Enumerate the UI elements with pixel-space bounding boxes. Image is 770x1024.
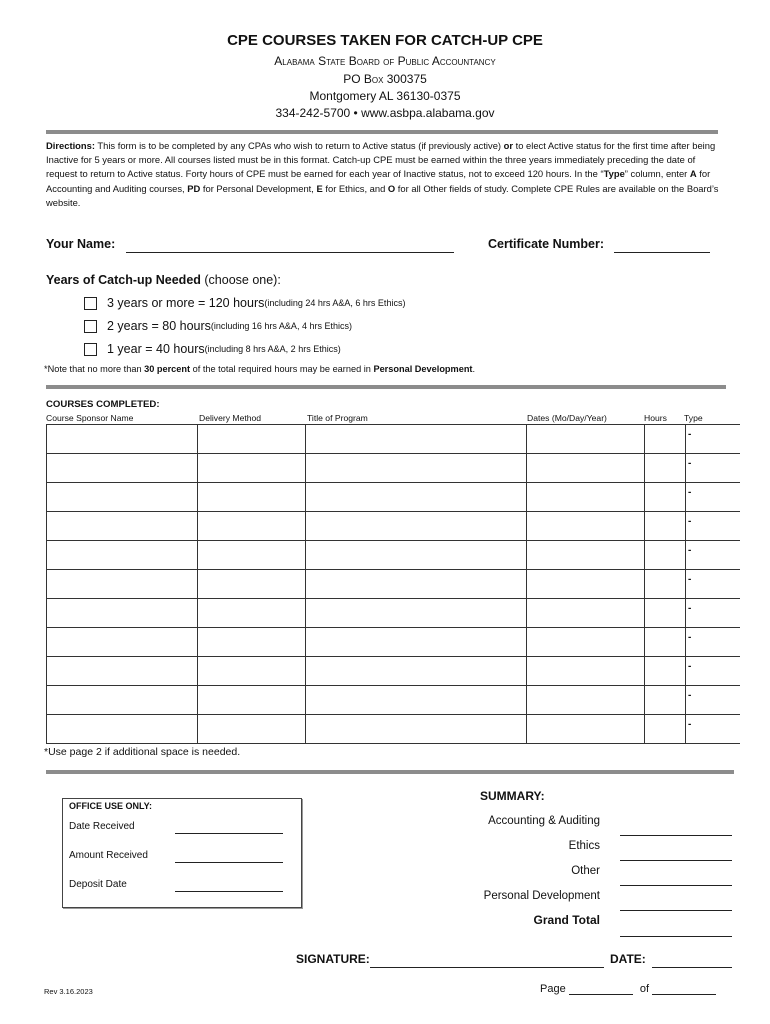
summary-pd-label: Personal Development	[483, 890, 600, 902]
summary-other-label: Other	[571, 865, 600, 877]
deposit-date-line[interactable]	[175, 891, 283, 892]
table-cell[interactable]	[306, 425, 527, 454]
option-text: 3 years or more = 120 hours	[107, 296, 265, 310]
table-cell[interactable]	[527, 425, 645, 454]
date-received-label: Date Received	[69, 821, 135, 832]
type-marker: -	[688, 690, 692, 701]
table-cell[interactable]	[306, 454, 527, 483]
table-cell[interactable]	[198, 657, 306, 686]
option-detail: (including 24 hrs A&A, 6 hrs Ethics)	[264, 298, 406, 308]
table-cell[interactable]	[198, 512, 306, 541]
summary-pd-line[interactable]	[620, 910, 732, 911]
col-hours: Hours	[644, 413, 667, 423]
additional-space-note: *Use page 2 if additional space is needed.	[44, 746, 241, 758]
table-cell[interactable]	[47, 628, 198, 657]
note-text: of the total required hours may be earned in	[190, 364, 374, 374]
date-received-line[interactable]	[175, 833, 283, 834]
option-text: 2 years = 80 hours	[107, 319, 211, 333]
courses-heading: COURSES COMPLETED:	[46, 399, 160, 410]
table-cell[interactable]	[527, 715, 645, 744]
table-cell[interactable]	[47, 454, 198, 483]
directions-text: for Accounting and Auditing courses,	[46, 168, 711, 194]
directions-e: E	[316, 182, 323, 194]
table-cell[interactable]	[645, 512, 686, 541]
table-cell[interactable]	[198, 541, 306, 570]
table-cell[interactable]	[645, 425, 686, 454]
table-row	[47, 483, 741, 512]
table-cell[interactable]	[47, 425, 198, 454]
type-marker: -	[688, 487, 692, 498]
po-box: PO Box 300375	[343, 72, 427, 86]
col-title: Title of Program	[307, 413, 368, 423]
date-label: DATE:	[610, 952, 646, 966]
directions-type: Type	[603, 168, 625, 180]
table-cell[interactable]	[198, 425, 306, 454]
table-cell[interactable]	[645, 483, 686, 512]
pd-note	[44, 364, 475, 374]
type-cell[interactable]	[686, 657, 741, 686]
summary-ethics-line[interactable]	[620, 860, 732, 861]
table-row	[47, 454, 741, 483]
table-row	[47, 570, 741, 599]
table-cell[interactable]	[47, 483, 198, 512]
name-input-line[interactable]	[126, 240, 454, 253]
table-cell[interactable]	[47, 599, 198, 628]
table-cell[interactable]	[47, 686, 198, 715]
directions-label: Directions:	[46, 140, 95, 151]
office-use-title: OFFICE USE ONLY:	[69, 801, 153, 811]
grand-total-label: Grand Total	[533, 913, 600, 927]
directions-or: or	[503, 140, 514, 151]
type-marker: -	[688, 661, 692, 672]
type-cell[interactable]	[686, 628, 741, 657]
option-1-year[interactable]	[84, 342, 341, 356]
page-label: Page	[540, 983, 566, 995]
table-row	[47, 628, 741, 657]
years-label-rest: (choose one):	[200, 273, 281, 287]
table-cell[interactable]	[47, 570, 198, 599]
table-cell[interactable]	[527, 570, 645, 599]
table-cell[interactable]	[527, 686, 645, 715]
type-marker: -	[688, 719, 692, 730]
city-line: Montgomery AL 36130-0375	[309, 89, 461, 103]
table-cell[interactable]	[198, 628, 306, 657]
type-cell[interactable]	[686, 570, 741, 599]
certificate-field-row	[488, 235, 710, 253]
checkbox[interactable]	[84, 297, 97, 310]
name-field-row	[46, 235, 454, 253]
type-cell[interactable]	[686, 454, 741, 483]
table-cell[interactable]	[198, 599, 306, 628]
header-divider	[46, 130, 718, 134]
directions-a: A	[689, 168, 697, 180]
table-cell[interactable]	[527, 512, 645, 541]
summary-other-line[interactable]	[620, 885, 732, 886]
note-text: .	[472, 364, 476, 374]
note-pd: Personal Development	[373, 364, 473, 374]
table-cell[interactable]	[306, 541, 527, 570]
checkbox[interactable]	[84, 320, 97, 333]
type-cell[interactable]	[686, 425, 741, 454]
page-total-line[interactable]	[652, 983, 716, 995]
table-cell[interactable]	[306, 715, 527, 744]
table-cell[interactable]	[527, 541, 645, 570]
type-cell[interactable]	[686, 483, 741, 512]
amount-received-label: Amount Received	[69, 850, 148, 861]
directions-text: for Ethics, and	[322, 182, 388, 194]
table-cell[interactable]	[645, 541, 686, 570]
signature-line[interactable]	[370, 955, 604, 968]
type-marker: -	[688, 516, 692, 527]
type-marker: -	[688, 545, 692, 556]
table-cell[interactable]	[645, 570, 686, 599]
courses-table	[46, 424, 740, 744]
type-marker: -	[688, 603, 692, 614]
revision-date: Rev 3.16.2023	[44, 987, 93, 996]
table-cell[interactable]	[527, 454, 645, 483]
table-cell[interactable]	[645, 715, 686, 744]
table-cell[interactable]	[306, 628, 527, 657]
amount-received-line[interactable]	[175, 862, 283, 863]
summary-title: SUMMARY:	[480, 789, 545, 803]
bottom-divider	[46, 770, 734, 774]
table-row	[47, 715, 741, 744]
type-marker: -	[688, 574, 692, 585]
option-detail: (including 16 hrs A&A, 4 hrs Ethics)	[210, 321, 352, 331]
table-cell[interactable]	[306, 686, 527, 715]
of-label: of	[639, 983, 650, 995]
type-cell[interactable]	[686, 512, 741, 541]
table-cell[interactable]	[527, 657, 645, 686]
table-cell[interactable]	[198, 715, 306, 744]
grand-total-line[interactable]	[620, 936, 732, 937]
summary-aa-line[interactable]	[620, 835, 732, 836]
table-row	[47, 541, 741, 570]
table-cell[interactable]	[306, 483, 527, 512]
col-delivery: Delivery Method	[199, 413, 262, 423]
checkbox[interactable]	[84, 343, 97, 356]
table-cell[interactable]	[198, 686, 306, 715]
col-dates: Dates (Mo/Day/Year)	[527, 413, 607, 423]
table-row	[47, 599, 741, 628]
directions	[46, 139, 726, 210]
directions-text: for Personal Development,	[200, 182, 317, 194]
type-cell[interactable]	[686, 715, 741, 744]
table-cell[interactable]	[306, 657, 527, 686]
option-2-years[interactable]	[84, 319, 352, 333]
deposit-date-label: Deposit Date	[69, 879, 127, 890]
date-line[interactable]	[652, 955, 732, 968]
table-row	[47, 657, 741, 686]
name-label: Your Name:	[46, 237, 116, 251]
directions-o: O	[387, 182, 396, 194]
summary-aa-label: Accounting & Auditing	[488, 815, 600, 827]
type-cell[interactable]	[686, 686, 741, 715]
type-marker: -	[688, 429, 692, 440]
table-cell[interactable]	[645, 657, 686, 686]
summary-ethics-label: Ethics	[568, 840, 600, 852]
table-cell[interactable]	[47, 512, 198, 541]
signature-row	[296, 950, 604, 968]
years-label-bold: Years of Catch-up Needed	[46, 273, 201, 287]
certificate-label: Certificate Number:	[488, 237, 604, 251]
col-type: Type	[684, 413, 703, 423]
table-cell[interactable]	[306, 512, 527, 541]
table-cell[interactable]	[198, 483, 306, 512]
table-row	[47, 425, 741, 454]
type-cell[interactable]	[686, 541, 741, 570]
office-use-box	[62, 798, 302, 908]
directions-text: to elect Active status for the first time after being Inactive for 5 years or more. All courses listed must be in this format. Catch-up CPE must be earned within the three years immediately preceding the date of request to return to Active status. Forty hours of CPE must be earned for each year of Inactive status, not to exceed 120 hours. In the “	[46, 140, 716, 180]
directions-text: for all Other fields of study. Complete CPE Rules are available on the Board’s website.	[46, 182, 719, 208]
table-cell[interactable]	[198, 454, 306, 483]
table-cell[interactable]	[527, 483, 645, 512]
type-cell[interactable]	[686, 599, 741, 628]
table-cell[interactable]	[645, 599, 686, 628]
note-text: *Note that no more than	[44, 364, 145, 374]
note-percent: 30 percent	[144, 364, 191, 374]
directions-pd: PD	[187, 182, 201, 194]
signature-label: SIGNATURE:	[296, 952, 370, 966]
table-cell[interactable]	[645, 628, 686, 657]
date-row	[610, 950, 732, 968]
option-detail: (including 8 hrs A&A, 2 hrs Ethics)	[204, 344, 341, 354]
form-title: CPE COURSES TAKEN FOR CATCH-UP CPE	[227, 32, 543, 49]
type-marker: -	[688, 632, 692, 643]
table-cell[interactable]	[527, 628, 645, 657]
table-cell[interactable]	[47, 541, 198, 570]
page-number	[540, 983, 716, 995]
certificate-input-line[interactable]	[614, 240, 710, 253]
table-cell[interactable]	[306, 599, 527, 628]
contact-line: 334-242-5700 • www.asbpa.alabama.gov	[275, 106, 495, 120]
option-3-years[interactable]	[84, 296, 405, 310]
table-row	[47, 686, 741, 715]
table-cell[interactable]	[527, 599, 645, 628]
table-cell[interactable]	[645, 686, 686, 715]
directions-text: This form is to be completed by any CPAs who wish to return to Active status (if previously active)	[94, 140, 504, 151]
table-cell[interactable]	[198, 570, 306, 599]
directions-text: ” column, enter	[624, 168, 690, 180]
section-divider	[46, 385, 726, 389]
page-number-line[interactable]	[569, 983, 633, 995]
table-cell[interactable]	[47, 715, 198, 744]
table-cell[interactable]	[306, 570, 527, 599]
type-marker: -	[688, 458, 692, 469]
table-cell[interactable]	[47, 657, 198, 686]
col-sponsor: Course Sponsor Name	[46, 413, 134, 423]
years-label	[46, 273, 281, 287]
board-name: Alabama State Board of Public Accountancy	[274, 54, 496, 68]
table-cell[interactable]	[645, 454, 686, 483]
option-text: 1 year = 40 hours	[107, 342, 205, 356]
table-row	[47, 512, 741, 541]
